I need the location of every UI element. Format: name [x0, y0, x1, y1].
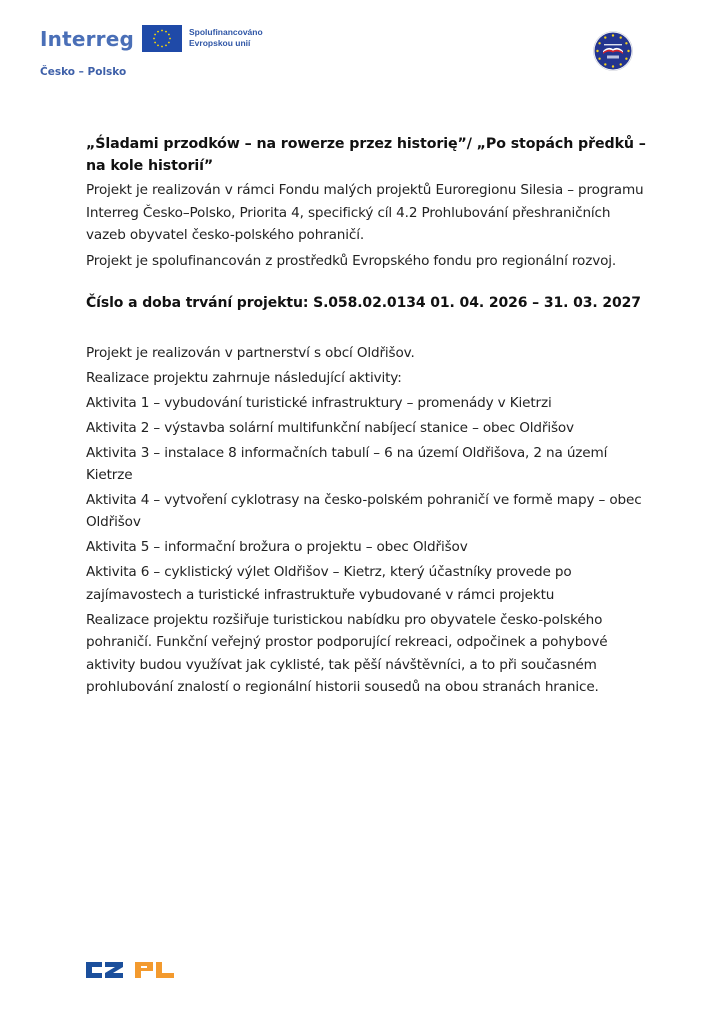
partnership-line: Projekt je realizován v partnerství s obcí Oldřišov. — [86, 345, 415, 361]
activity-3: Aktivita 3 – instalace 8 informačních tabulí – 6 na území Oldřišova, 2 na území Kietrze — [86, 444, 608, 484]
activity-4: Aktivita 4 – vytvoření cyklotrasy na česko-polském pohraničí ve formě mapy – obec Oldřišov — [86, 491, 642, 531]
intro-paragraph-1: Projekt je realizován v rámci Fondu malých projektů Euroregionu Silesia – programu Interreg Česko–Polsko, Priorita 4, specifický cíl 4.2 Prohlubování přeshraničních vazeb obyvatel česko-polského pohraničí. — [86, 182, 644, 243]
activity-6: Aktivita 6 – cyklistický výlet Oldřišov – Kietrz, který účastníky provede po zajímavostech a turistické infrastruktuře vybudované v rámci projektu — [86, 564, 572, 603]
project-description — [86, 342, 646, 699]
project-number-and-duration: Číslo a doba trvání projektu: S.058.02.0134 01. 04. 2026 – 31. 03. 2027 — [86, 295, 641, 311]
interreg-logo: Interreg — [40, 27, 135, 51]
intro-paragraph-2: Projekt je spolufinancován z prostředků Evropského fondu pro regionální rozvoj. — [86, 252, 617, 269]
eu-cofunding-line-1: Spolufinancováno — [189, 27, 263, 37]
project-impact-paragraph: Realizace projektu rozšiřuje turistickou nabídku pro obyvatele česko-polského pohraničí. Funkční veřejný prostor podporující rekreaci, odpočinek a pohybové aktivity budou využívat jak cyklisté, tak pěší návštěvníci, a to při současném prohlubování znalostí o regionální historii sousedů na obou stranách hranice. — [86, 611, 608, 696]
eu-cofunding-label — [189, 27, 263, 48]
eu-cofunding-line-2: Evropskou unií — [189, 37, 251, 48]
activities-intro-line: Realizace projektu zahrnuje následující aktivity: — [86, 369, 402, 386]
page-header — [0, 0, 724, 90]
activity-5: Aktivita 5 – informační brožura o projektu – obec Oldřišov — [86, 539, 468, 556]
eu-flag-icon — [142, 25, 182, 52]
activity-1: Aktivita 1 – vybudování turistické infrastruktury – promenády v Kietrzi — [86, 394, 552, 411]
program-region-label: Česko – Polsko — [40, 66, 127, 78]
activity-2: Aktivita 2 – výstavba solární multifunkční nabíjecí stanice – obec Oldřišov — [86, 419, 574, 436]
document-body — [86, 133, 646, 701]
euroregion-silesia-logo-icon — [593, 31, 633, 71]
cz-pl-logo-icon — [86, 960, 176, 980]
document-title: „Śladami przodków – na rowerze przez historię”/ „Po stopách předků – na kole historií” — [86, 136, 646, 174]
